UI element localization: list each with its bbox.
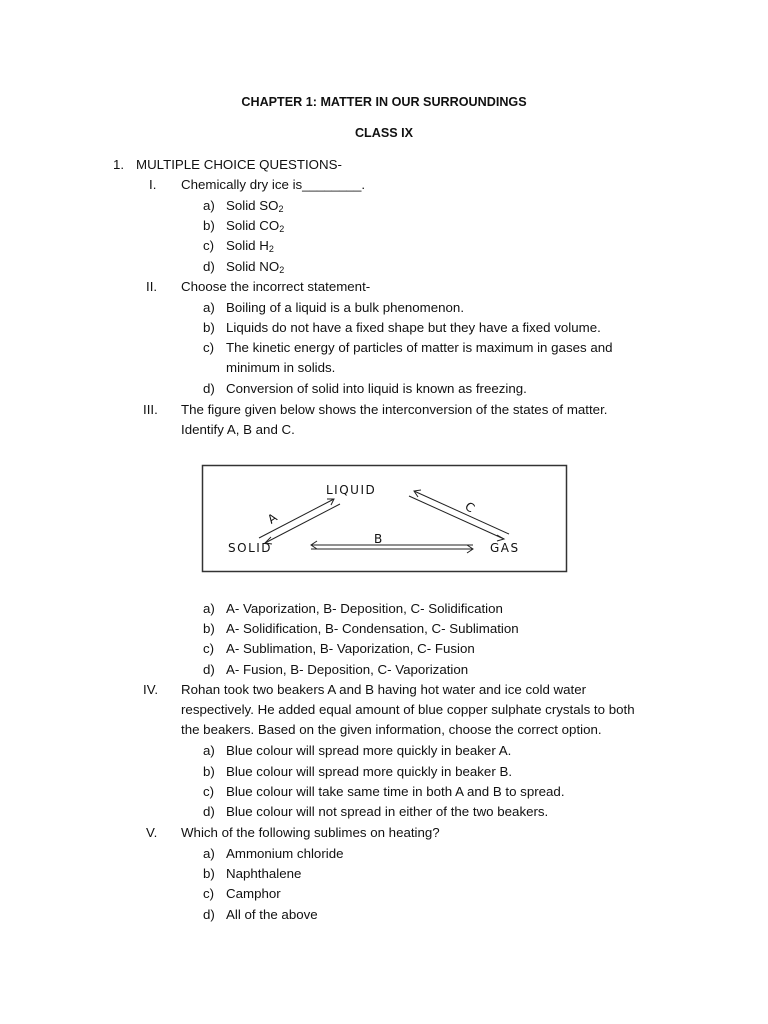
question-numeral: V. xyxy=(146,825,158,840)
option-letter: b) xyxy=(203,866,215,881)
option-letter: c) xyxy=(203,340,215,355)
option-text-continued: minimum in solids. xyxy=(226,360,336,375)
question-numeral: III. xyxy=(143,402,158,417)
question-numeral: IV. xyxy=(143,682,159,697)
states-of-matter-figure xyxy=(201,464,568,573)
option-letter: b) xyxy=(203,320,215,335)
option-text: A- Vaporization, B- Deposition, C- Solidification xyxy=(226,601,503,616)
option-letter: a) xyxy=(203,300,215,315)
figure-label-a: A xyxy=(264,509,281,527)
arrow-solid-gas xyxy=(311,541,473,553)
option-text: Blue colour will take same time in both A and B to spread. xyxy=(226,784,565,799)
option-text: Blue colour will spread more quickly in beaker A. xyxy=(226,743,512,758)
option-text: Blue colour will spread more quickly in beaker B. xyxy=(226,764,513,779)
question-text-continued: respectively. He added equal amount of blue copper sulphate crystals to both xyxy=(181,702,635,717)
figure-label-gas: GAS xyxy=(490,541,520,555)
option-text: Blue colour will not spread in either of the two beakers. xyxy=(226,804,549,819)
option-text: Solid $SO_2$ xyxy=(226,198,284,214)
option-letter: c) xyxy=(203,784,215,799)
option-letter: d) xyxy=(203,804,215,819)
figure-label-solid: SOLID xyxy=(228,541,273,555)
chapter-title: CHAPTER 1: MATTER IN OUR SURROUNDINGS xyxy=(241,95,527,109)
option-text: Naphthalene xyxy=(226,866,302,881)
arrow-liquid-gas xyxy=(409,490,509,541)
option-letter: d) xyxy=(203,381,215,396)
question-text: The figure given below shows the interconversion of the states of matter. xyxy=(181,402,608,417)
option-letter: c) xyxy=(203,886,215,901)
option-letter: a) xyxy=(203,743,215,758)
option-letter: a) xyxy=(203,601,215,616)
option-letter: d) xyxy=(203,259,215,274)
question-text: Which of the following sublimes on heating? xyxy=(181,825,440,840)
option-text: Solid $CO_2$ xyxy=(226,218,285,234)
option-text: Liquids do not have a fixed shape but they have a fixed volume. xyxy=(226,320,601,335)
section-title: MULTIPLE CHOICE QUESTIONS- xyxy=(136,157,342,172)
class-label: CLASS IX xyxy=(354,126,414,140)
option-letter: a) xyxy=(203,846,215,861)
question-text: Rohan took two beakers A and B having hot water and ice cold water xyxy=(181,682,587,697)
option-text: Camphor xyxy=(226,886,281,901)
option-letter: b) xyxy=(203,621,215,636)
option-text: Conversion of solid into liquid is known as freezing. xyxy=(226,381,527,396)
option-text: All of the above xyxy=(226,907,318,922)
option-letter: c) xyxy=(203,641,215,656)
option-text: A- Solidification, B- Condensation, C- Sublimation xyxy=(226,621,519,636)
option-text: A- Sublimation, B- Vaporization, C- Fusion xyxy=(226,641,475,656)
option-text: A- Fusion, B- Deposition, C- Vaporization xyxy=(226,662,469,677)
figure-border xyxy=(203,466,567,572)
option-letter: d) xyxy=(203,662,215,677)
option-text: The kinetic energy of particles of matter is maximum in gases and xyxy=(226,340,613,355)
figure-label-b: B xyxy=(374,532,384,546)
option-letter: b) xyxy=(203,764,215,779)
question-numeral: I. xyxy=(149,177,157,192)
option-text: Solid $H_2$ xyxy=(226,238,274,254)
option-text: Boiling of a liquid is a bulk phenomenon. xyxy=(226,300,465,315)
option-letter: d) xyxy=(203,907,215,922)
option-letter: b) xyxy=(203,218,215,233)
figure-label-liquid: LIQUID xyxy=(326,483,377,497)
question-numeral: II. xyxy=(146,279,158,294)
option-letter: a) xyxy=(203,198,215,213)
option-letter: c) xyxy=(203,238,215,253)
question-text-continued: Identify A, B and C. xyxy=(181,422,295,437)
figure-label-c: C xyxy=(462,499,479,517)
question-text-continued: the beakers. Based on the given information, choose the correct option. xyxy=(181,722,602,737)
question-text: Chemically dry ice is________. xyxy=(181,177,366,192)
section-number: 1. xyxy=(113,157,125,172)
question-text: Choose the incorrect statement- xyxy=(181,279,371,294)
option-text: Ammonium chloride xyxy=(226,846,344,861)
option-text: Solid $NO_2$ xyxy=(226,259,285,275)
